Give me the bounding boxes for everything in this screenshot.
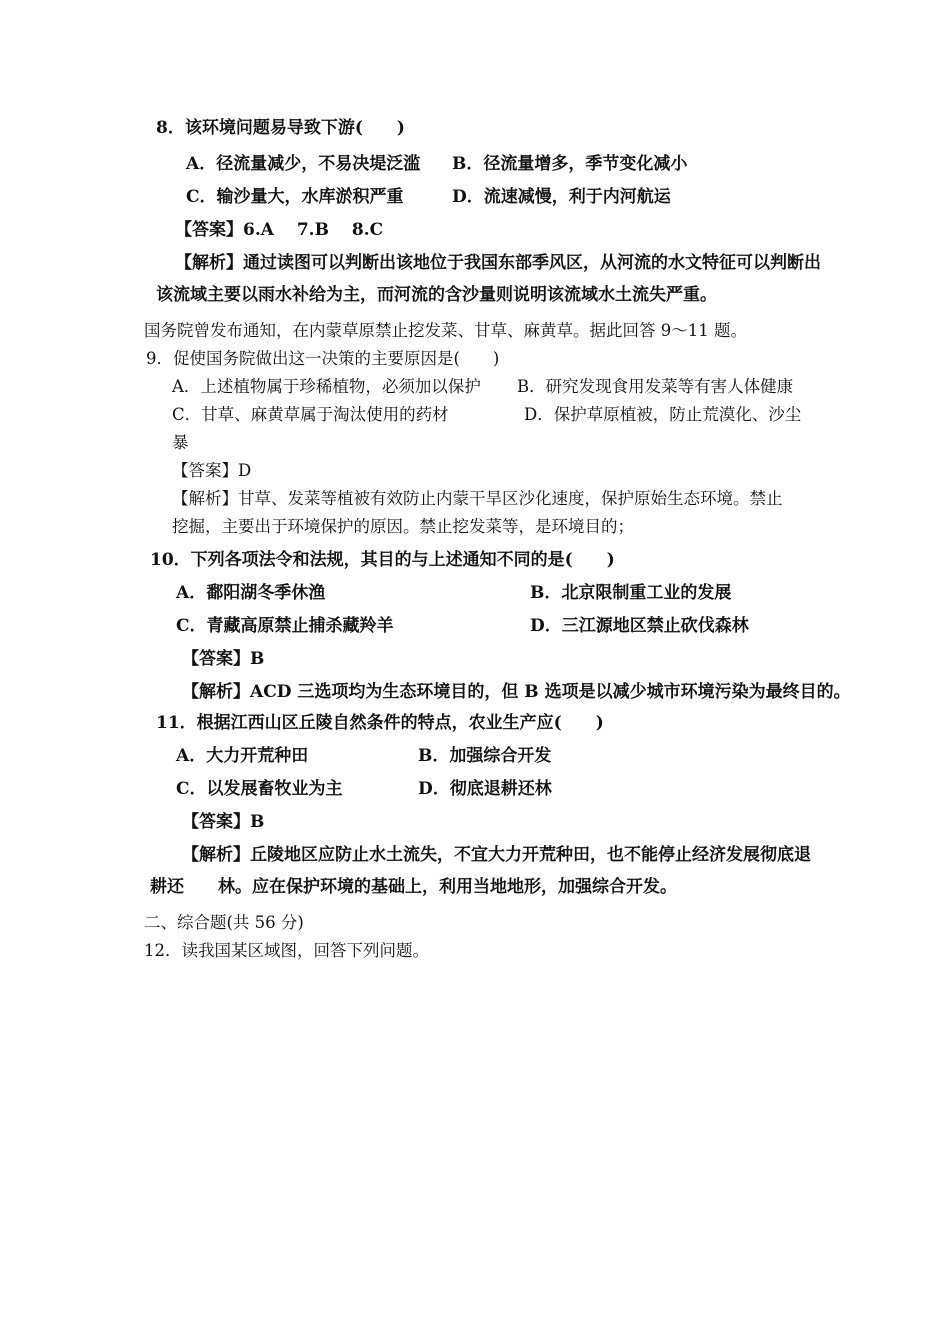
q8-stem: 8．该环境问题易导致下游( ) [156,118,405,138]
q11-option-c: C．以发展畜牧业为主 [176,779,343,799]
q11-stem: 11．根据江西山区丘陵自然条件的特点，农业生产应( ) [156,713,604,733]
q11-option-d: D．彻底退耕还林 [418,779,552,799]
q8-analysis-line2: 该流域主要以雨水补给为主，而河流的含沙量则说明该流域水土流失严重。 [156,285,717,305]
q9-option-b: B．研究发现食用发菜等有害人体健康 [517,377,794,396]
q9-answer: 【答案】D [172,461,252,480]
q10-option-c: C．青藏高原禁止捕杀藏羚羊 [176,616,394,636]
section-heading: 二、综合题(共 56 分) [144,913,304,932]
intro-9-11: 国务院曾发布通知，在内蒙草原禁止挖发菜、甘草、麻黄草。据此回答 9～11 题。 [144,321,747,340]
q11-analysis-line2: 耕还 林。应在保护环境的基础上，利用当地地形，加强综合开发。 [150,877,677,897]
q11-analysis-line1: 【解析】丘陵地区应防止水土流失，不宜大力开荒种田，也不能停止经济发展彻底退 [182,845,811,865]
q8-option-a: A．径流量减少，不易决堤泛滥 [186,154,421,174]
q9-analysis-line1: 【解析】甘草、发菜等植被有效防止内蒙干旱区沙化速度，保护原始生态环境。禁止 [172,489,783,508]
q9-stem: 9．促使国务院做出这一决策的主要原因是( ) [146,349,500,368]
q12-stem: 12．读我国某区域图，回答下列问题。 [144,941,429,960]
q10-stem: 10．下列各项法令和法规，其目的与上述通知不同的是( ) [150,550,615,570]
q8-option-c: C．输沙量大，水库淤积严重 [186,187,404,207]
q11-option-a: A．大力开荒种田 [176,746,309,766]
q11-option-b: B．加强综合开发 [418,746,552,766]
q10-option-a: A．鄱阳湖冬季休渔 [176,583,326,603]
q8-answer: 【答案】6.A 7.B 8.C [175,220,384,240]
q9-analysis-line2: 挖掘，主要出于环境保护的原因。禁止挖发菜等，是环境目的； [172,517,634,536]
q9-option-a: A．上述植物属于珍稀植物，必须加以保护 [172,377,481,396]
q10-option-b: B．北京限制重工业的发展 [530,583,732,603]
q9-option-c: C．甘草、麻黄草属于淘汰使用的药材 [172,405,449,424]
q8-option-d: D．流速减慢，利于内河航运 [452,187,671,207]
q10-answer: 【答案】B [182,649,265,669]
q8-analysis-line1: 【解析】通过读图可以判断出该地位于我国东部季风区，从河流的水文特征可以判断出 [175,253,821,273]
q11-answer: 【答案】B [182,812,265,832]
q10-option-d: D．三江源地区禁止砍伐森林 [530,616,749,636]
q9-option-d-cont: 暴 [172,433,189,452]
q9-option-d: D．保护草原植被，防止荒漠化、沙尘 [524,405,802,424]
q10-analysis: 【解析】ACD 三选项均为生态环境目的，但 B 选项是以减少城市环境污染为最终目的。 [182,682,851,702]
q8-option-b: B．径流量增多，季节变化减小 [452,154,688,174]
